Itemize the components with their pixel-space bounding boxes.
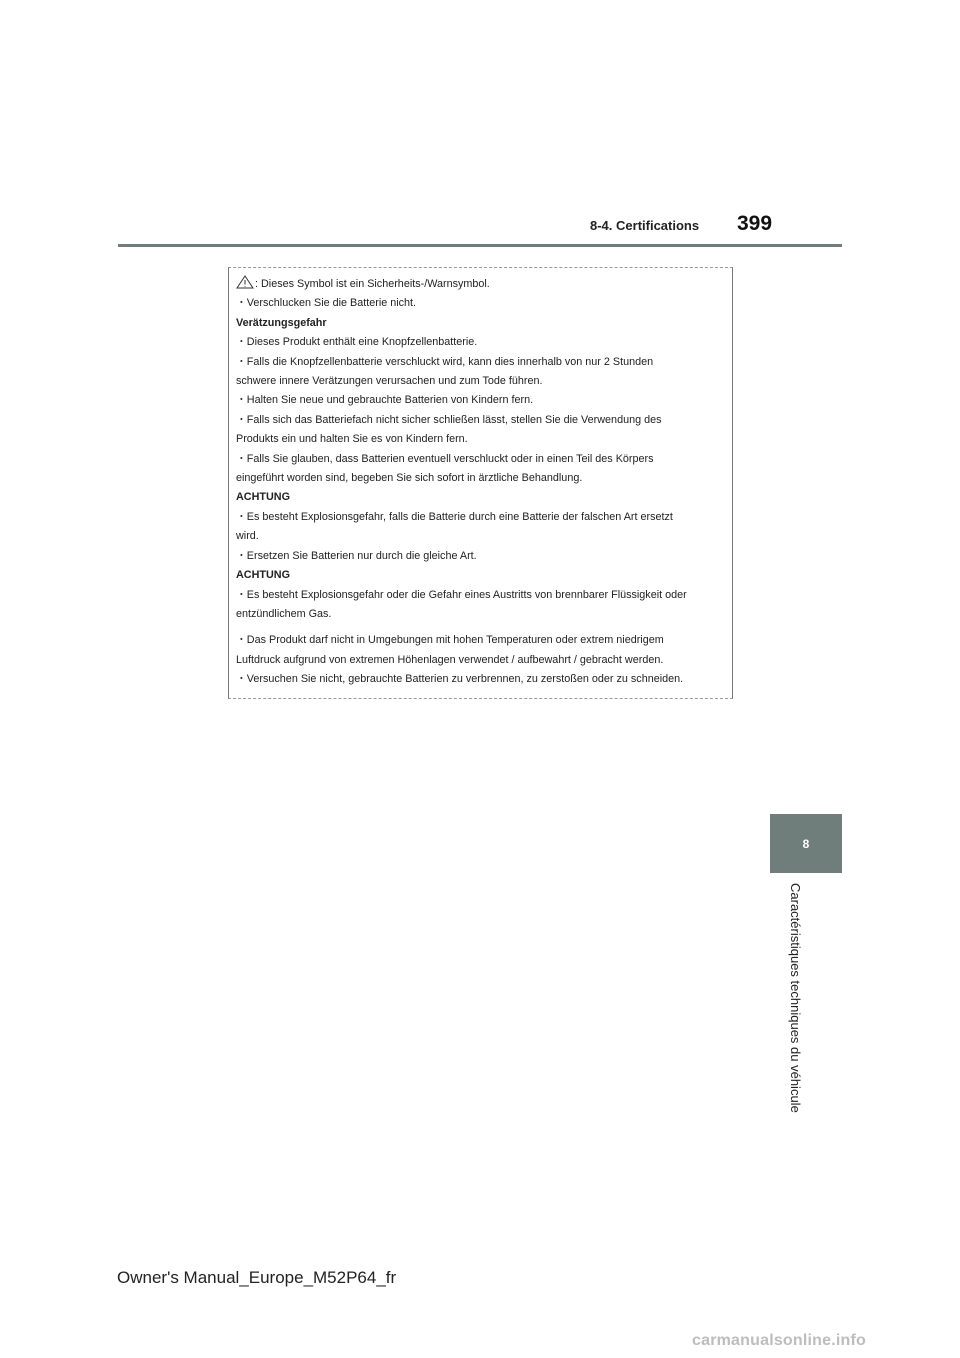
notice-line xyxy=(236,605,726,624)
notice-line xyxy=(236,314,726,333)
notice-line xyxy=(236,450,726,469)
chapter-title: Caractéristiques techniques du véhicule xyxy=(788,883,803,1113)
notice-line-text: ・Versuchen Sie nicht, gebrauchte Batterien zu verbrennen, zu zerstoßen oder zu schneiden. xyxy=(236,673,684,686)
notice-line xyxy=(236,372,726,391)
notice-line-text: Produkts ein und halten Sie es von Kindern fern. xyxy=(236,433,468,446)
notice-line-text: wird. xyxy=(236,530,259,543)
notice-line-text: ・Falls Sie glauben, dass Batterien eventuell verschluckt oder in einen Teil des Körpers xyxy=(236,452,654,465)
notice-line xyxy=(236,566,726,585)
notice-line-text: ACHTUNG xyxy=(236,491,290,504)
warning-triangle-icon xyxy=(236,275,254,289)
notice-line-text: eingeführt worden sind, begeben Sie sich sofort in ärztliche Behandlung. xyxy=(236,472,583,485)
notice-line-text: ・Falls sich das Batteriefach nicht sicher schließen lässt, stellen Sie die Verwendung des xyxy=(236,413,662,426)
notice-line xyxy=(236,527,726,546)
chapter-tab xyxy=(770,814,842,873)
watermark: carmanualsonline.info xyxy=(692,1332,867,1349)
notice-line xyxy=(236,275,726,294)
notice-line xyxy=(236,508,726,527)
notice-line-text: schwere innere Verätzungen verursachen und zum Tode führen. xyxy=(236,375,543,388)
notice-line-text: : Dieses Symbol ist ein Sicherheits-/Warnsymbol. xyxy=(255,278,490,290)
notice-line-text: ・Dieses Produkt enthält eine Knopfzellenbatterie. xyxy=(236,336,478,349)
notice-lines xyxy=(236,275,726,690)
page-number: 399 xyxy=(737,212,773,235)
notice-line-text: ・Das Produkt darf nicht in Umgebungen mit hohen Temperaturen oder extrem niedrigem xyxy=(236,634,664,647)
notice-line-text: entzündlichem Gas. xyxy=(236,607,332,620)
notice-line xyxy=(236,547,726,566)
notice-line xyxy=(236,631,726,650)
manual-name: Owner's Manual_Europe_M52P64_fr xyxy=(117,1268,397,1287)
notice-line-text: Verätzungsgefahr xyxy=(236,316,327,329)
notice-box xyxy=(228,267,733,699)
notice-line-text: ・Es besteht Explosionsgefahr oder die Gefahr eines Austritts von brennbarer Flüssigkeit oder xyxy=(236,588,687,601)
notice-line-text: Luftdruck aufgrund von extremen Höhenlagen verwendet / aufbewahrt / gebracht werden. xyxy=(236,653,664,666)
notice-line-text: ACHTUNG xyxy=(236,569,290,582)
notice-line xyxy=(236,586,726,605)
notice-line xyxy=(236,333,726,352)
section-title: 8-4. Certifications xyxy=(590,218,700,233)
chapter-number: 8 xyxy=(802,836,810,851)
header-rule xyxy=(118,244,842,247)
side-title-wrap xyxy=(785,883,805,1133)
notice-line xyxy=(236,411,726,430)
notice-line xyxy=(236,670,726,689)
notice-line-text: ・Verschlucken Sie die Batterie nicht. xyxy=(236,297,417,310)
notice-line-text: ・Halten Sie neue und gebrauchte Batterien von Kindern fern. xyxy=(236,394,534,407)
notice-line xyxy=(236,294,726,313)
notice-line-text: ・Es besteht Explosionsgefahr, falls die Batterie durch eine Batterie der falschen Art ersetzt xyxy=(236,510,673,523)
notice-line xyxy=(236,488,726,507)
notice-line xyxy=(236,391,726,410)
notice-line xyxy=(236,651,726,670)
notice-line xyxy=(236,353,726,372)
notice-line xyxy=(236,430,726,449)
notice-line xyxy=(236,469,726,488)
notice-line-text: ・Falls die Knopfzellenbatterie verschluckt wird, kann dies innerhalb von nur 2 Stunden xyxy=(236,355,654,368)
notice-line-text: ・Ersetzen Sie Batterien nur durch die gleiche Art. xyxy=(236,549,477,562)
